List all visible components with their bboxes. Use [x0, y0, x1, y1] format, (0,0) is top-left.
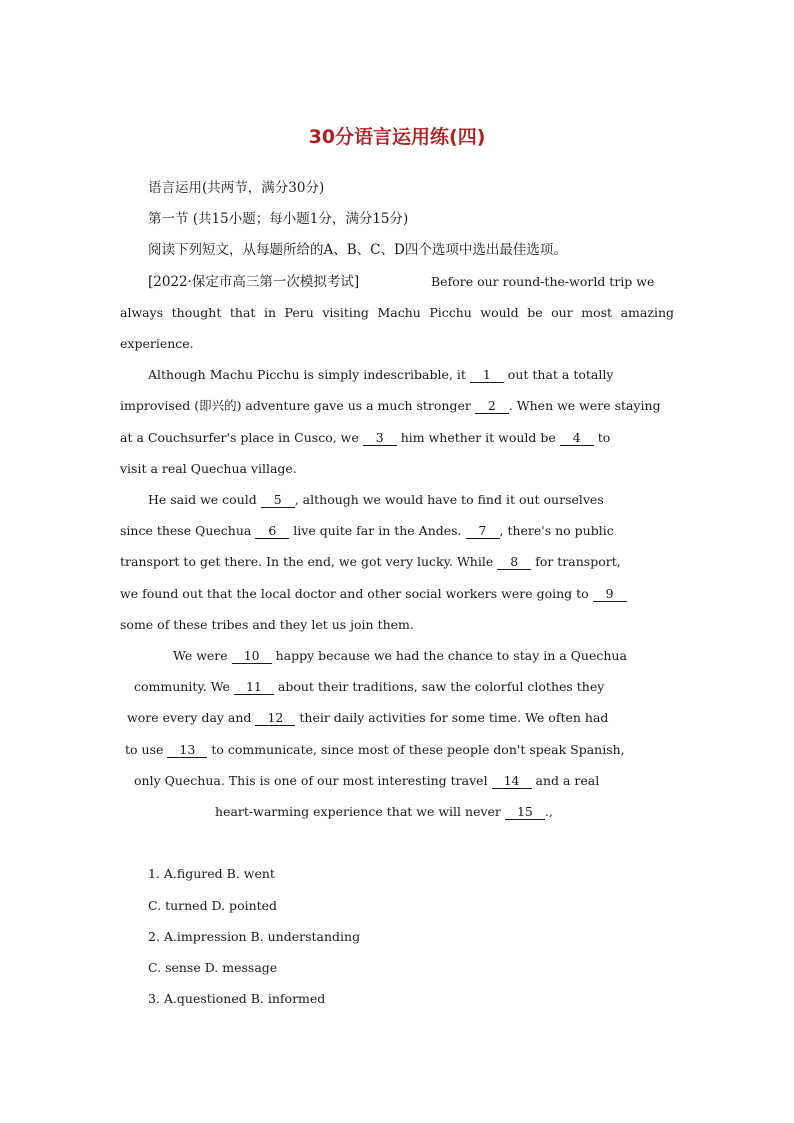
blank-3: 3 [363, 431, 397, 446]
passage-line: some of these tribes and they let us join them. [120, 617, 414, 632]
passage-text: for transport, [531, 554, 621, 569]
passage-text: happy because we had the chance to stay in a Quechua [271, 648, 627, 663]
passage-text: transport to get there. In the end, we got very lucky. While [120, 554, 498, 569]
blank-1: 1 [470, 368, 504, 383]
blank-2: 2 [475, 399, 509, 414]
passage-line [125, 740, 625, 760]
part-heading: 第一节 (共15小题；每小题1分，满分15分) [148, 211, 409, 227]
passage-line [120, 396, 661, 416]
document-title: 30分语言运用练(四) [308, 126, 486, 148]
passage-text: to [593, 430, 611, 445]
passage-line [173, 646, 627, 666]
passage-text: , there's no public [499, 523, 614, 538]
passage-text: . When we were staying [508, 398, 661, 413]
blank-12: 12 [255, 711, 295, 726]
option-row-q3-ab: 3. A.questioned B. informed [148, 991, 326, 1006]
blank-9: 9 [593, 587, 627, 602]
blank-10: 10 [232, 649, 272, 664]
passage-line [148, 365, 613, 385]
option-row-q2-cd: C. sense D. message [148, 960, 278, 975]
passage-line: Before our round-the-world trip we [431, 274, 655, 289]
blank-11: 11 [234, 680, 274, 695]
blank-8: 8 [497, 555, 531, 570]
passage-text: since these Quechua [120, 523, 256, 538]
instruction-text: 阅读下列短文，从每题所给的A、B、C、D四个选项中选出最佳选项。 [148, 242, 567, 258]
passage-text: , although we would have to find it out ourselves [294, 492, 604, 507]
passage-line [120, 428, 610, 448]
passage-text: He said we could [148, 492, 261, 507]
passage-line [148, 490, 604, 510]
blank-4: 4 [560, 431, 594, 446]
passage-text: improvised (即兴的) adventure gave us a much stronger [120, 398, 475, 413]
passage-text: to communicate, since most of these people don't speak Spanish, [207, 742, 625, 757]
passage-line: experience. [120, 336, 194, 351]
passage-line [215, 802, 553, 822]
section-heading: 语言运用(共两节，满分30分) [148, 180, 325, 196]
passage-text: live quite far in the Andes. [289, 523, 466, 538]
passage-text: out that a totally [503, 367, 614, 382]
passage-text: heart-warming experience that we will never [215, 804, 505, 819]
passage-text: community. We [134, 679, 234, 694]
passage-text: Although Machu Picchu is simply indescribable, it [148, 367, 470, 382]
passage-line [120, 552, 621, 572]
passage-text: to use [125, 742, 168, 757]
passage-text: him whether it would be [396, 430, 560, 445]
passage-line [120, 521, 614, 541]
passage-text: wore every day and [127, 710, 256, 725]
option-row-q2-ab: 2. A.impression B. understanding [148, 929, 361, 944]
passage-text: we found out that the local doctor and other social workers were going to [120, 586, 593, 601]
option-row-q1-cd: C. turned D. pointed [148, 898, 278, 913]
blank-15: 15 [505, 805, 545, 820]
passage-line: always thought that in Peru visiting Machu Picchu would be our most amazing [120, 305, 674, 320]
passage-line [134, 677, 604, 697]
source-citation [148, 272, 359, 292]
passage-line [134, 771, 599, 791]
blank-7: 7 [466, 524, 500, 539]
passage-text: about their traditions, saw the colorful clothes they [273, 679, 605, 694]
source-label: [2022·保定市高三第一次模拟考试] [148, 274, 360, 290]
blank-13: 13 [167, 743, 207, 758]
passage-line [127, 708, 608, 728]
passage-line [120, 584, 627, 604]
blank-6: 6 [255, 524, 289, 539]
passage-text: We were [173, 648, 232, 663]
option-row-q1-ab: 1. A.figured B. went [148, 866, 275, 881]
passage-text: only Quechua. This is one of our most interesting travel [134, 773, 492, 788]
blank-14: 14 [492, 774, 532, 789]
passage-text: and a real [531, 773, 600, 788]
passage-text: at a Couchsurfer's place in Cusco, we [120, 430, 363, 445]
passage-text: their daily activities for some time. We often had [295, 710, 609, 725]
blank-5: 5 [261, 493, 295, 508]
passage-line: visit a real Quechua village. [120, 461, 297, 476]
passage-text: ., [544, 804, 553, 819]
